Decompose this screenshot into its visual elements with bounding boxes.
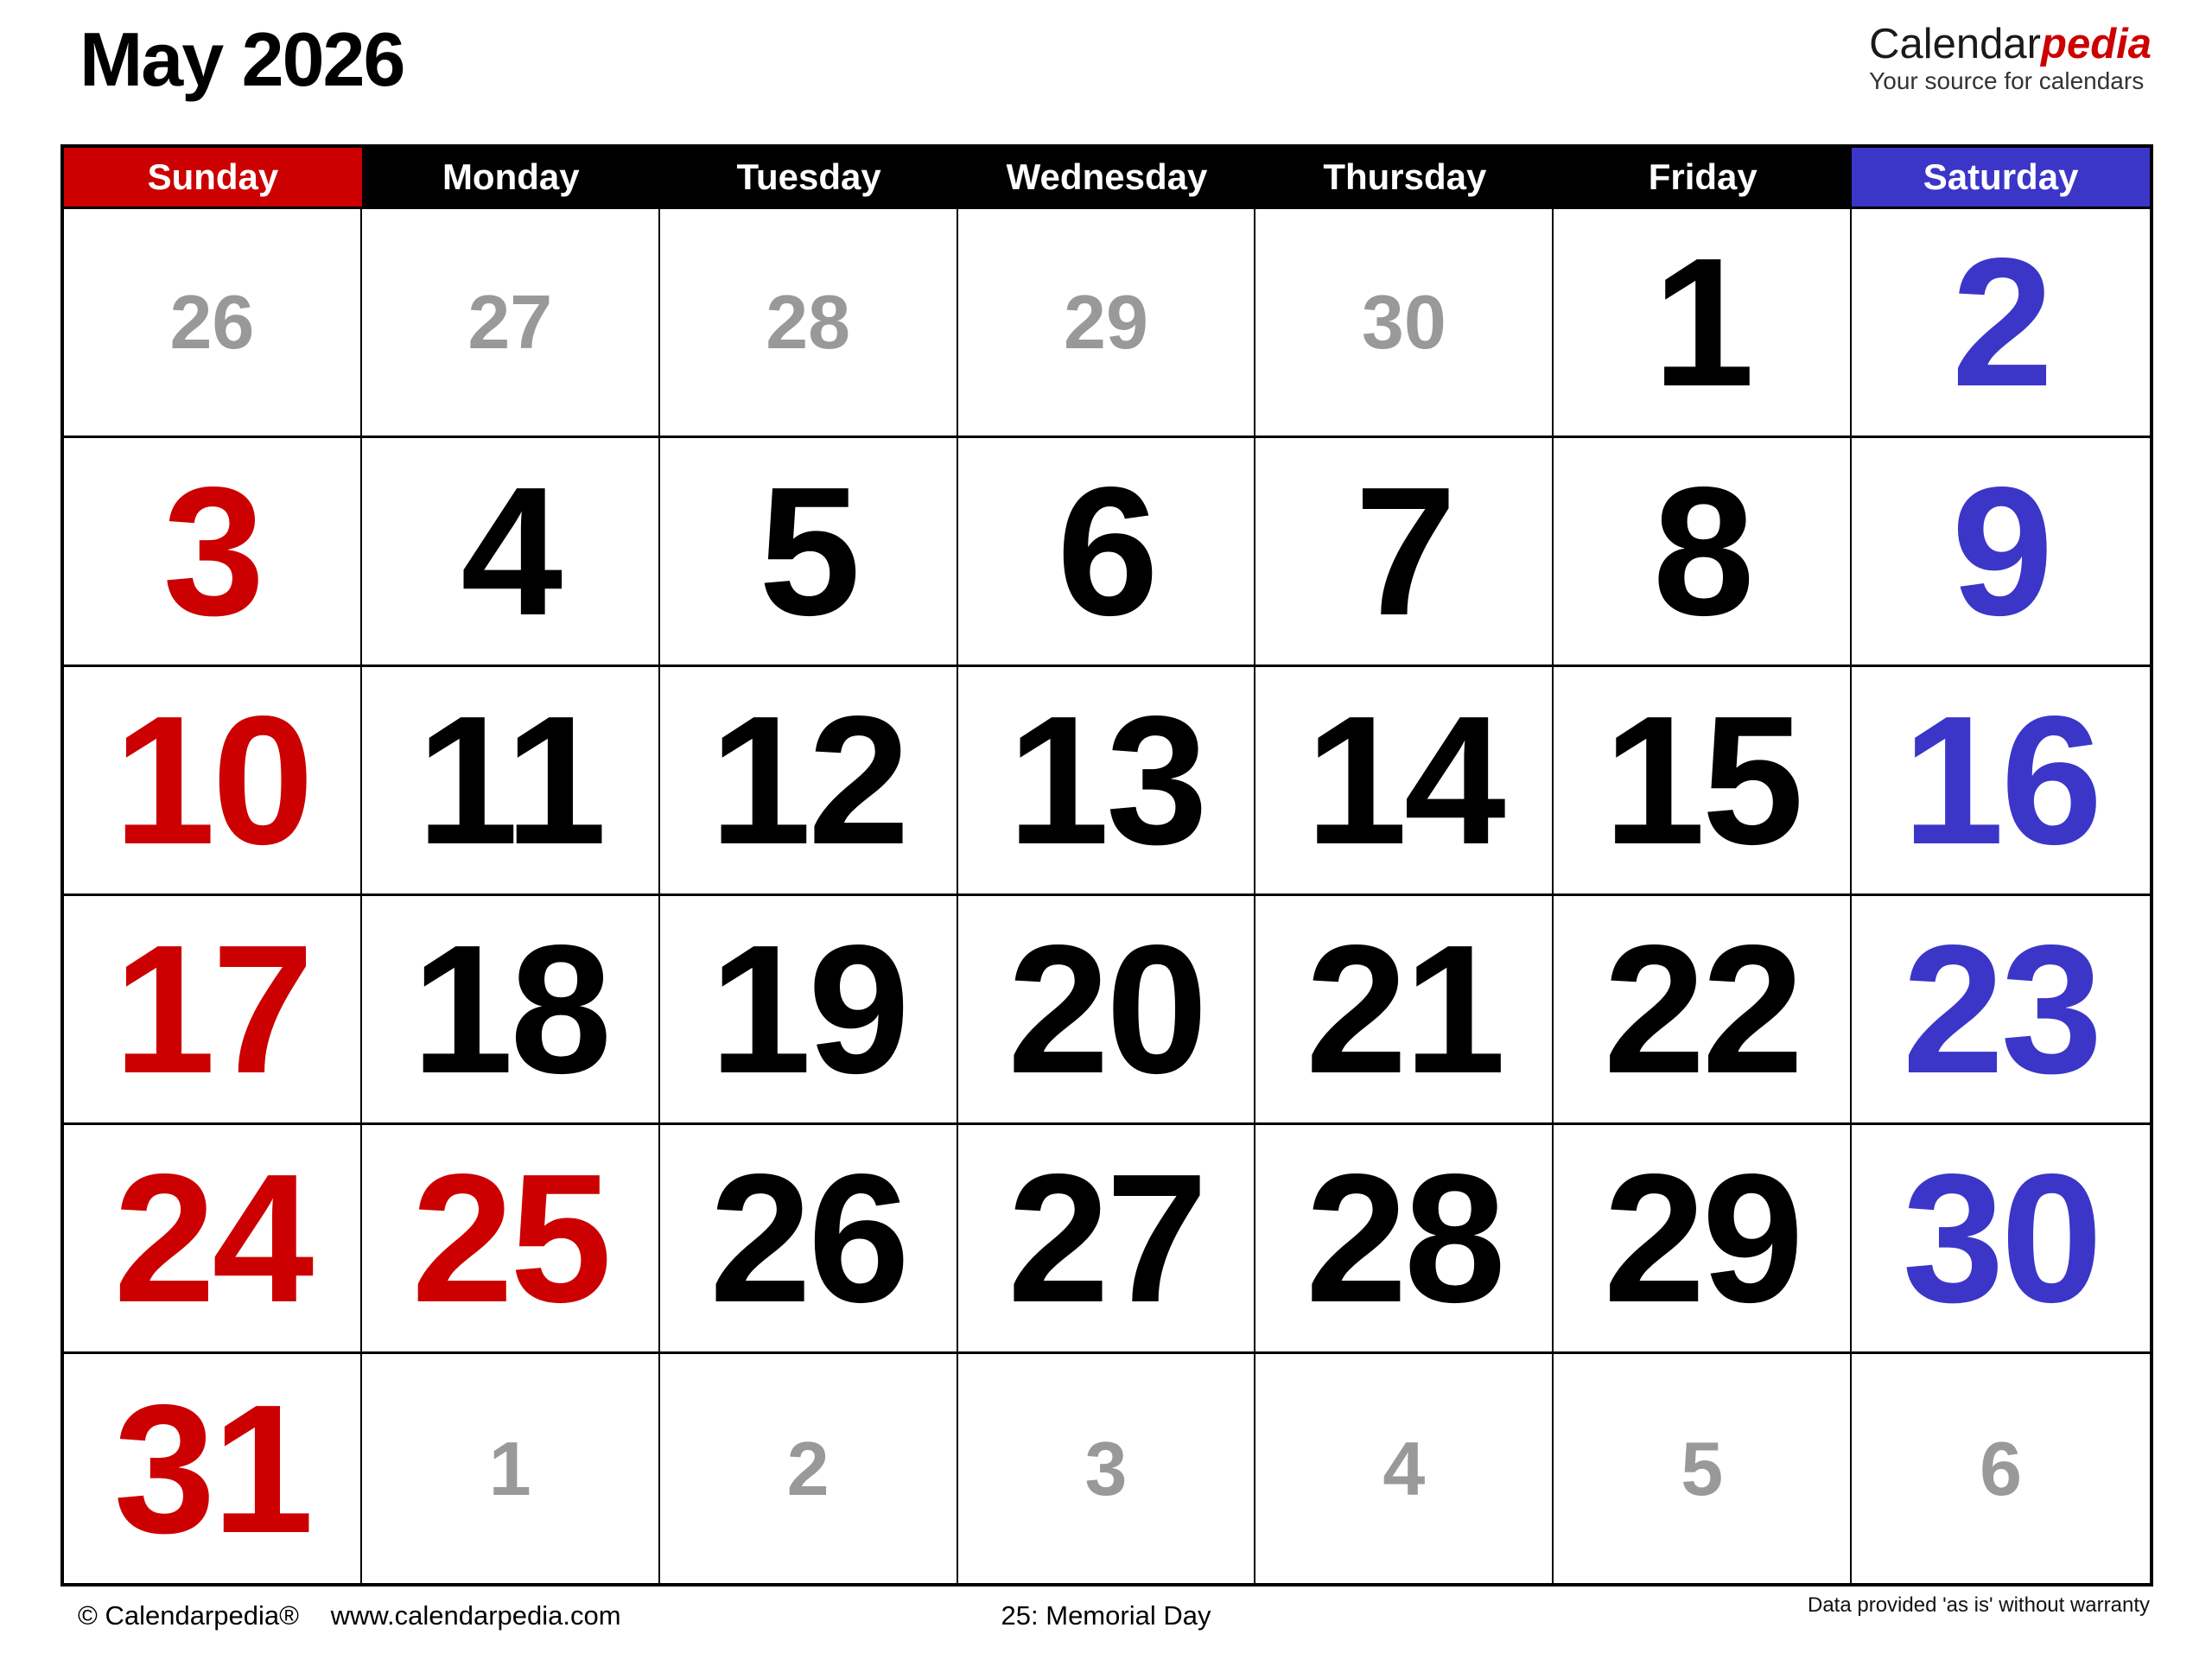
day-number: 12 [709, 677, 907, 882]
day-cell [64, 1125, 362, 1354]
day-number: 16 [1902, 677, 2100, 882]
day-cell [1852, 209, 2150, 438]
weekday-header-monday [362, 148, 660, 209]
day-cell [1255, 667, 1554, 896]
day-number: 19 [709, 906, 907, 1111]
day-cell [1852, 896, 2150, 1125]
day-number: 22 [1603, 906, 1801, 1111]
day-number: 11 [416, 677, 604, 882]
weekday-header-sunday [64, 148, 362, 209]
disclaimer-text: Data provided 'as is' without warranty [1807, 1593, 2150, 1617]
day-number: 5 [1681, 1425, 1724, 1511]
day-number: 4 [461, 448, 560, 653]
day-cell [660, 667, 958, 896]
calendarpedia-logo [1869, 22, 2152, 94]
day-number: 18 [411, 906, 609, 1111]
day-cell [958, 667, 1256, 896]
day-number: 14 [1305, 677, 1503, 882]
day-number: 5 [759, 448, 858, 653]
day-cell [64, 209, 362, 438]
day-number: 3 [162, 448, 262, 653]
day-cell [1255, 209, 1554, 438]
day-cell [1554, 896, 1852, 1125]
weekday-header-thursday [1255, 148, 1554, 209]
day-number: 3 [1084, 1425, 1128, 1511]
day-number: 15 [1603, 677, 1801, 882]
day-cell [660, 1354, 958, 1583]
day-cell [1255, 438, 1554, 667]
day-number: 20 [1007, 906, 1205, 1111]
day-cell [1554, 209, 1852, 438]
day-cell [1852, 1354, 2150, 1583]
day-number: 29 [1603, 1135, 1801, 1340]
day-number: 6 [1980, 1425, 2023, 1511]
day-cell [660, 1125, 958, 1354]
day-number: 21 [1305, 906, 1503, 1111]
day-number: 26 [169, 279, 255, 365]
day-cell [1554, 1125, 1852, 1354]
day-cell [660, 209, 958, 438]
day-cell [1255, 1125, 1554, 1354]
day-cell [958, 209, 1256, 438]
day-number: 23 [1902, 906, 2100, 1111]
logo-brand-prefix: Calendar [1869, 21, 2042, 67]
page-title: May 2026 [79, 16, 404, 102]
day-cell [958, 1354, 1256, 1583]
logo-wordmark [1869, 22, 2152, 67]
day-number: 29 [1064, 279, 1148, 365]
day-number: 27 [1007, 1135, 1205, 1340]
day-cell [1255, 896, 1554, 1125]
day-number: 26 [709, 1135, 907, 1340]
logo-tagline: Your source for calendars [1869, 67, 2145, 95]
day-cell [1852, 438, 2150, 667]
copyright-text: © Calendarpedia® [78, 1600, 299, 1631]
day-number: 30 [1902, 1135, 2100, 1340]
day-number: 25 [411, 1135, 609, 1340]
footer-copyright [78, 1600, 621, 1631]
day-number: 4 [1382, 1425, 1426, 1511]
day-number: 7 [1354, 448, 1453, 653]
day-cell [362, 1125, 660, 1354]
day-number: 13 [1007, 677, 1205, 882]
calendar-grid [60, 144, 2153, 1587]
day-cell [64, 896, 362, 1125]
weekday-header-tuesday [660, 148, 958, 209]
day-cell [1852, 667, 2150, 896]
weekday-header-wednesday [958, 148, 1256, 209]
day-number: 24 [113, 1135, 311, 1340]
day-cell [660, 438, 958, 667]
weekday-label: Tuesday [736, 156, 881, 197]
weekday-header-saturday [1852, 148, 2150, 209]
logo-brand-suffix: pedia [2041, 21, 2152, 67]
day-cell [1852, 1125, 2150, 1354]
day-cell [1255, 1354, 1554, 1583]
day-number: 2 [1951, 219, 2050, 424]
day-cell [362, 667, 660, 896]
weekday-label: Saturday [1923, 156, 2079, 197]
day-number: 27 [467, 279, 553, 365]
day-cell [958, 896, 1256, 1125]
day-cell [1554, 438, 1852, 667]
weekday-label: Friday [1648, 156, 1758, 197]
day-cell [362, 209, 660, 438]
day-cell [1554, 667, 1852, 896]
weekday-label: Sunday [147, 156, 279, 197]
day-number: 28 [766, 279, 851, 365]
day-cell [958, 438, 1256, 667]
day-number: 17 [113, 906, 311, 1111]
day-cell [362, 438, 660, 667]
holiday-note: 25: Memorial Day [1001, 1600, 1211, 1631]
day-number: 6 [1057, 448, 1155, 653]
weekday-label: Thursday [1323, 156, 1487, 197]
day-cell [660, 896, 958, 1125]
day-cell [64, 438, 362, 667]
day-cell [64, 1354, 362, 1583]
day-cell [958, 1125, 1256, 1354]
weekday-header-friday [1554, 148, 1852, 209]
day-number: 1 [488, 1425, 531, 1511]
day-cell [362, 896, 660, 1125]
weekday-label: Wednesday [1006, 156, 1208, 197]
day-number: 1 [1652, 219, 1751, 424]
day-number: 31 [113, 1365, 311, 1571]
day-number: 28 [1305, 1135, 1503, 1340]
day-number: 10 [113, 677, 311, 882]
day-number: 2 [786, 1425, 830, 1511]
day-cell [362, 1354, 660, 1583]
day-number: 30 [1361, 279, 1446, 365]
website-text: www.calendarpedia.com [330, 1600, 621, 1631]
day-number: 8 [1652, 448, 1751, 653]
day-cell [1554, 1354, 1852, 1583]
day-number: 9 [1951, 448, 2050, 653]
day-cell [64, 667, 362, 896]
weekday-label: Monday [442, 156, 580, 197]
